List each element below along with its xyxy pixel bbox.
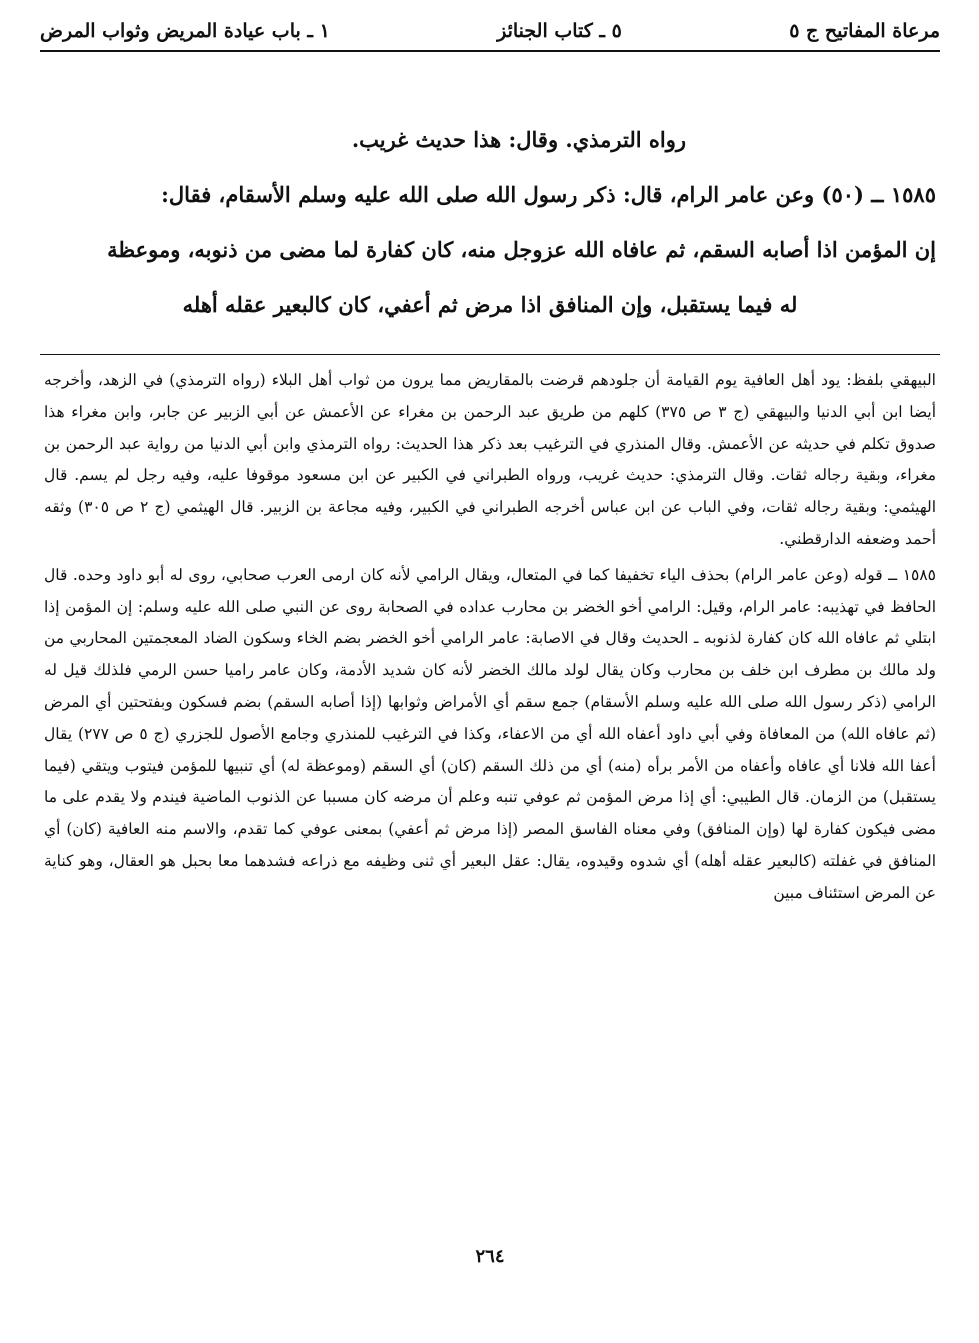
hadith-text <box>40 112 940 332</box>
header-section: ١ ـ باب عيادة المريض وثواب المرض <box>40 20 330 42</box>
hadith-line-1: ١٥٨٥ ــ (٥٠) وعن عامر الرام، قال: ذكر رسول الله صلى الله عليه وسلم الأسقام، فقال: <box>161 182 936 207</box>
header-book-title: مرعاة المفاتيح ج ٥ <box>789 20 940 42</box>
running-header <box>40 14 940 52</box>
hadith-line-3: له فيما يستقبل، وإن المنافق اذا مرض ثم أعفي، كان كالبعير عقله أهله <box>182 292 798 317</box>
hadith-line-2: إن المؤمن اذا أصابه السقم، ثم عافاه الله عزوجل منه، كان كفارة لما مضى من ذنوبه، وموعظة <box>107 237 936 262</box>
page-number: ٢٦٤ <box>475 1246 505 1267</box>
note-paragraph-2: ١٥٨٥ ــ قوله (وعن عامر الرام) بحذف الياء تخفيفا كما في المتعال، ويقال الرامي لأنه كان ارمى العرب صحابي، روى له أبو داود وحده. قال الحافظ في تهذيبه: عامر الرام، وقيل: الرامي أخو الخضر بن محارب عداده في الصحابة روى عن النبي صلى الله عليه وسلم: إن المؤمن إذا ابتلي ثم عافاه الله كان كفارة لذنوبه ـ الحديث وقال في الاصابة: عامر الرامي أخو الخضر بضم الخاء وسكون الضاد المعجمتين المحاربي من ولد مالك بن مطرف ابن خلف بن محارب وكان يقال لولد مالك الخضر لأنه كان شديد الأدمة، وكان عامر راميا حسن الرمي فلذلك قيل له الرامي (ذكر رسول الله صلى الله عليه وسلم الأسقام) جمع سقم أي الأمراض وثوابها (إذا أصابه السقم) بضم فسكون وبفتحتين أي المرض (ثم عافاه الله) من المعافاة وفي أبي داود أعفاه الله أي من الاعفاء، وكذا في الترغيب للمنذري وجامع الأصول للجزري (ج ٥ ص ٢٧٧) يقال أعفا الله فلانا أي عافاه وأعفاه من الأمر برأه (منه) أي من ذلك السقم (كان) أي السقم (وموعظة له) أي تنبيها للمؤمن فيتوب ويتقي (فيما يستقبل) من الزمان. قال الطيبي: أي إذا مرض المؤمن ثم عوفي تنبه وعلم أن مرضه كان مسببا عن الذنوب الماضية فيندم ولا يقدم على ما مضى فيكون كفارة لها (وإن المنافق) وفي معناه الفاسق المصر (إذا مرض ثم أعفي) بمعنى عوفي كما تقدم، والاسم منه العافية (كان) أي المنافق في غفلته (كالبعير عقله أهله) أي شدوه وقيدوه، يقال: عقل البعير أي ثنى وظيفه مع ذراعه فشدهما معا بحبل هو العقال، وهو كناية عن المرض استئناف مبين <box>44 565 936 902</box>
commentary-notes <box>40 365 940 910</box>
document-page <box>40 14 940 1329</box>
header-chapter: ٥ ـ كتاب الجنائز <box>497 20 622 42</box>
divider-rule <box>40 354 940 355</box>
note-paragraph-1: البيهقي بلفظ: يود أهل العافية يوم القيامة أن جلودهم قرضت بالمقاريض مما يرون من ثواب أهل البلاء (رواه الترمذي) في الزهد، وأخرجه أيضا ابن أبي الدنيا والبيهقي (ج ٣ ص ٣٧٥) كلهم من طريق عبد الرحمن بن مغراء عن الأعمش عن أبي الزبير عن جابر، وابن مغراء هذا صدوق تكلم في حديثه عن الأعمش. وقال المنذري في الترغيب بعد ذكر هذا الحديث: رواه الترمذي وابن أبي الدنيا من رواية عبد الرحمن بن مغراء، وبقية رجاله ثقات. وقال الترمذي: حديث غريب، ورواه الطبراني في الكبير عن ابن مسعود موقوفا عليه، وفيه رجل لم يسم. قال الهيثمي: وبقية رجاله ثقات، وفي الباب عن ابن عباس أخرجه الطبراني في الكبير، وفيه مجاعة بن الزبير. قال الهيثمي (ج ٢ ص ٣٠٥) وثقه أحمد وضعفه الدارقطني. <box>44 371 937 548</box>
previous-hadith-end: رواه الترمذي. وقال: هذا حديث غريب. <box>351 127 686 152</box>
